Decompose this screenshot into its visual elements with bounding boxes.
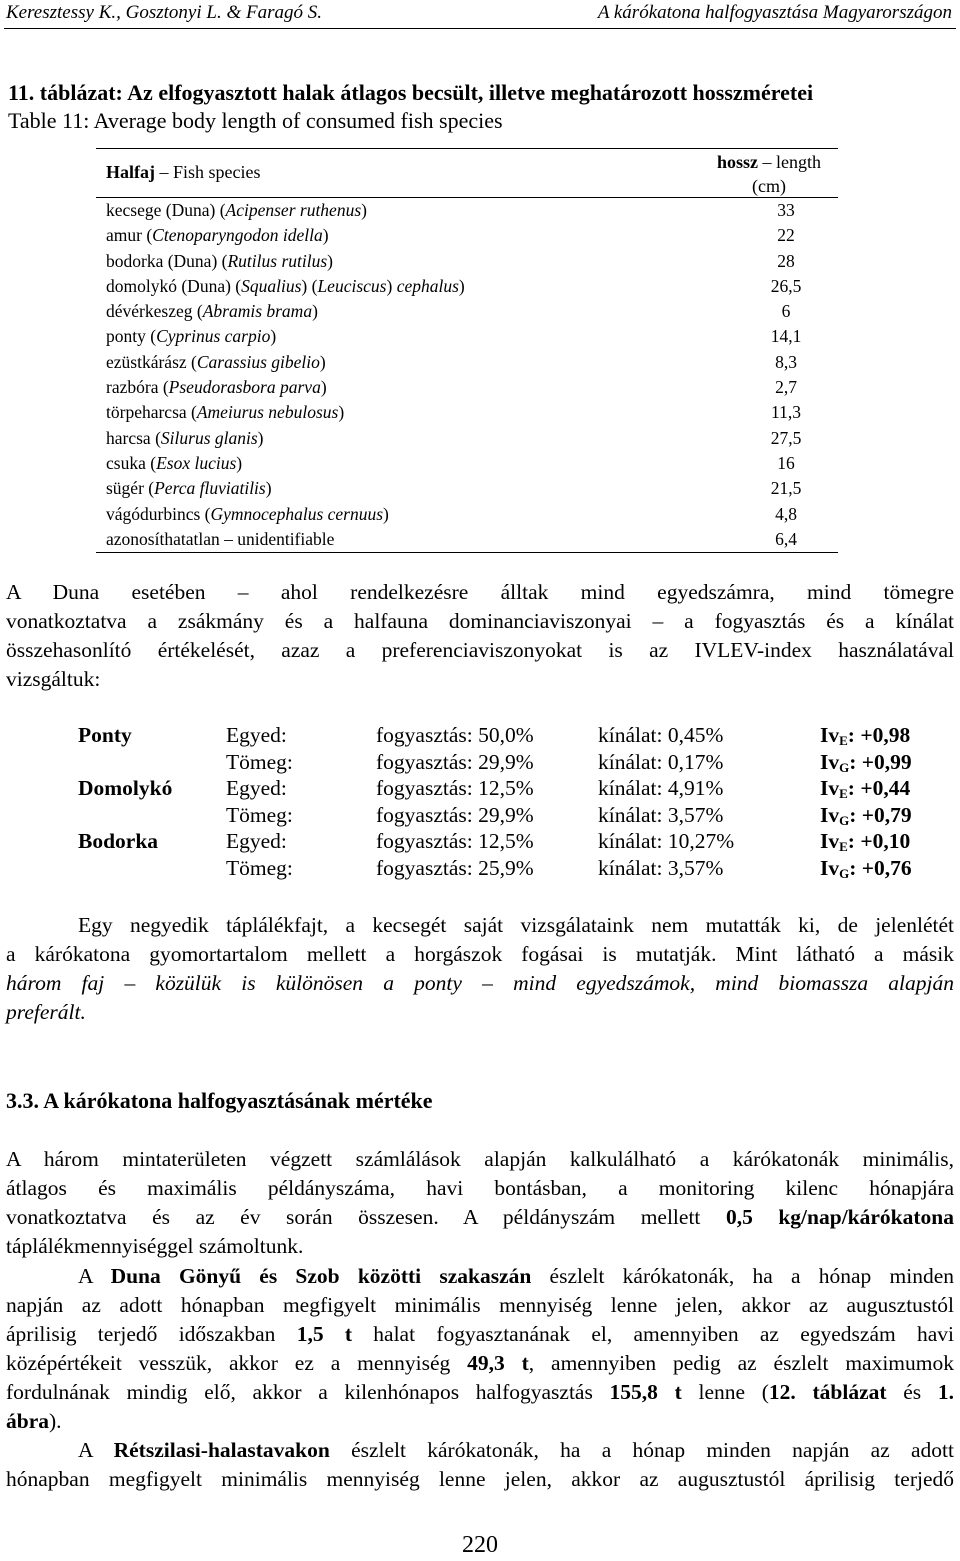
page-number: 220 [462, 1532, 498, 1558]
text-line: preferált. [6, 1000, 86, 1024]
ivlev-index [820, 803, 912, 829]
pref-consumption: fogyasztás: 50,0% [376, 723, 534, 747]
ivlev-value: : +0,44 [847, 776, 911, 800]
header-length: hossz – length (cm) [716, 152, 821, 196]
table-row [96, 198, 838, 223]
text-line: a kárókatona gyomortartalom mellett a horgászok fogásai is mutatják. Mint látható a másik [6, 942, 954, 966]
latin-name: Perca fluviatilis [154, 478, 266, 499]
table-row [96, 249, 838, 274]
common-name: törpeharcsa ( [106, 402, 197, 423]
paragraph-danube-estimate [6, 1262, 954, 1436]
paragraph-ivlev-intro [6, 578, 954, 694]
table-row [96, 527, 838, 552]
common-name: ) [327, 250, 333, 271]
ivlev-index [820, 776, 910, 802]
pref-basis: Egyed: [226, 723, 287, 747]
table-body [96, 198, 838, 552]
pref-supply: kínálat: 3,57% [598, 802, 724, 827]
paragraph-fourth-species [6, 911, 954, 1027]
text-line: vonatkoztatva és az év során összesen. A példányszám mellett 0,5 kg/nap/kárókatona [6, 1205, 954, 1229]
common-name: azonosíthatatlan – unidentifiable [106, 528, 335, 549]
text-line: hónapban megfigyelt minimális mennyiség lenne jelen, akkor az augusztustól áprilisig terjedő [6, 1467, 954, 1491]
pref-consumption: fogyasztás: 12,5% [376, 829, 534, 853]
table-row [96, 426, 838, 451]
pref-species: Bodorka [78, 829, 159, 853]
text-line: táplálékmennyiséggel számoltunk. [6, 1234, 304, 1258]
ivlev-subscript: G [839, 759, 850, 775]
ivlev-value: : +0,76 [849, 855, 912, 880]
common-name: ezüstkárász ( [106, 351, 197, 372]
common-name: ) [312, 301, 318, 322]
species-name [106, 276, 465, 297]
species-name [106, 428, 264, 449]
length-value: 26,5 [770, 275, 802, 296]
common-name: ) [338, 402, 345, 423]
common-name: harcsa ( [106, 427, 161, 448]
pref-supply: kínálat: 0,17% [598, 749, 724, 774]
ivlev-value: : +0,99 [849, 749, 912, 774]
pref-supply: kínálat: 4,91% [598, 776, 724, 800]
latin-name: Pseudorasbora parva [168, 377, 321, 398]
ivlev-label: Iv [820, 802, 840, 827]
header-running-title: A kárókatona halfogyasztása Magyarországon [597, 2, 952, 23]
length-value: 2,7 [775, 377, 797, 398]
pref-species: Domolykó [78, 776, 173, 800]
common-name: ) [361, 200, 367, 220]
pref-basis: Tömeg: [226, 749, 293, 774]
ivlev-value: : +0,98 [847, 723, 911, 747]
text-line: vizsgáltuk: [6, 667, 101, 691]
common-name: bodorka (Duna) ( [106, 250, 228, 271]
species-name [106, 251, 333, 272]
species-name [106, 225, 329, 246]
latin-name: Silurus glanis [160, 427, 258, 448]
common-name: amur ( [106, 225, 153, 246]
text-line: három faj – közülük is különösen a ponty – mind egyedszámok, mind biomassza alapján [6, 971, 954, 995]
species-name [106, 402, 344, 423]
table-row [96, 299, 838, 324]
table-row [96, 476, 838, 501]
length-value: 16 [777, 452, 795, 473]
common-name: domolykó (Duna) ( [106, 275, 242, 296]
latin-name: Esox lucius [156, 452, 237, 473]
ivlev-value: : +0,10 [847, 829, 911, 853]
ivlev-index [820, 750, 912, 776]
length-value: 33 [777, 200, 795, 220]
latin-name: Acipenser ruthenus [225, 200, 362, 220]
header-species: Halfaj – Fish species [106, 162, 261, 182]
pref-basis: Tömeg: [226, 802, 293, 827]
common-name: ) [257, 427, 264, 448]
species-name [106, 301, 318, 322]
ivlev-label: Iv [820, 749, 840, 774]
table-row [96, 375, 838, 400]
table-row [96, 324, 838, 349]
length-value: 6 [781, 301, 791, 322]
text-line: átlagos és maximális példányszáma, havi bontásban, a monitoring kilenc hónapjára [6, 1176, 954, 1200]
pref-consumption: fogyasztás: 29,9% [376, 802, 534, 827]
common-name: ) [236, 452, 243, 473]
common-name: ) [320, 377, 327, 398]
length-value: 8,3 [775, 351, 797, 372]
table-title-hu: 11. táblázat: Az elfogyasztott halak átlagos becsült, illetve meghatározott hosszméretei [8, 80, 814, 105]
table-row [96, 350, 838, 375]
pref-consumption: fogyasztás: 25,9% [376, 855, 534, 880]
header-authors: Keresztessy K., Gosztonyi L. & Faragó S. [6, 2, 322, 23]
text-line: napján az adott hónapban megfigyelt minimális mennyiség lenne jelen, akkor az augusztustól [6, 1293, 954, 1317]
text-line: áprilisig terjedő időszakban 1,5 t halat fogyasztanának el, amennyiben az egyedszám havi [6, 1322, 954, 1346]
table-row [96, 274, 838, 299]
text-line: Egy negyedik táplálékfajt, a kecsegét saját vizsgálataink nem mutatták ki, de jelenlétét [78, 913, 954, 937]
paragraph-methods [6, 1145, 954, 1261]
section-heading: 3.3. A kárókatona halfogyasztásának mértéke [6, 1088, 433, 1113]
common-name: ) [265, 478, 272, 499]
common-name: sügér ( [106, 478, 155, 499]
length-value: 4,8 [775, 503, 797, 524]
length-value: 28 [777, 250, 795, 271]
length-value: 11,3 [771, 402, 801, 423]
common-name: ) [322, 225, 329, 246]
table-row [96, 451, 838, 476]
pref-supply: kínálat: 0,45% [598, 723, 724, 747]
table-row [96, 502, 838, 527]
pref-consumption: fogyasztás: 29,9% [376, 749, 534, 774]
ivlev-index [820, 723, 910, 749]
common-name: ) [458, 275, 465, 296]
text-line: A Duna esetében – ahol rendelkezésre álltak mind egyedszámra, mind tömegre [6, 580, 954, 604]
latin-name: Ctenoparyngodon idella [152, 225, 323, 246]
species-name [106, 504, 389, 525]
pref-basis: Egyed: [226, 776, 287, 800]
ivlev-value: : +0,79 [849, 802, 912, 827]
length-value: 14,1 [770, 326, 802, 347]
pref-supply: kínálat: 10,27% [598, 829, 735, 853]
ivlev-subscript: G [839, 865, 850, 881]
species-name [106, 478, 272, 499]
latin-name: Rutilus rutilus [227, 250, 328, 271]
latin-name: Cyprinus carpio [156, 326, 271, 347]
pref-basis: Tömeg: [226, 855, 293, 880]
text-line: A Rétszilasi-halastavakon észlelt kárókatonák, ha a hónap minden napján az adott [78, 1438, 954, 1462]
ivlev-label: Iv [820, 855, 840, 880]
species-name [106, 377, 327, 398]
text-line: fordulnának mindig elő, akkor a kilenhónapos halfogyasztás 155,8 t lenne (12. táblázat és 1. [6, 1380, 954, 1404]
table-title-en: Table 11: Average body length of consumed fish species [8, 108, 503, 133]
common-name: vágódurbincs ( [106, 503, 211, 524]
length-value: 27,5 [770, 427, 802, 448]
common-name: ponty ( [106, 326, 157, 347]
text-line: vonatkoztatva a zsákmány és a halfauna dominanciaviszonyai – a fogyasztás és a kínálat [6, 609, 954, 633]
text-line: A három mintaterületen végzett számlálások alapján kalkulálható a kárókatonák minimális, [6, 1147, 954, 1171]
ivlev-index [820, 856, 912, 882]
ivlev-label: Iv [820, 829, 840, 853]
common-name: ) [386, 275, 397, 296]
species-name [106, 326, 276, 347]
ivlev-subscript: E [839, 839, 848, 854]
common-name: ) [319, 351, 326, 372]
table-row [96, 223, 838, 248]
common-name: razbóra ( [106, 377, 169, 398]
species-name [106, 352, 326, 373]
ivlev-index [820, 829, 910, 855]
latin-name: Squalius [241, 275, 302, 296]
table-header [96, 149, 838, 198]
ivlev-subscript: E [839, 733, 848, 748]
ivlev-label: Iv [820, 723, 840, 747]
latin-name: Carassius gibelio [196, 351, 320, 372]
table-bottom-rule [96, 552, 838, 553]
latin-name: Leuciscus [317, 275, 387, 296]
fish-length-table [96, 148, 838, 553]
text-line: összehasonlító értékelését, azaz a preferenciaviszonyokat is az IVLEV-index használatával [6, 638, 954, 662]
ivlev-subscript: E [839, 786, 848, 801]
species-name [106, 529, 334, 550]
pref-consumption: fogyasztás: 12,5% [376, 776, 534, 800]
text-line: ábra). [6, 1409, 62, 1433]
latin-name: Gymnocephalus cernuus [210, 503, 384, 524]
length-value: 6,4 [775, 528, 797, 549]
length-value: 22 [777, 225, 795, 246]
text-line: középértékeit vesszük, akkor ez a mennyiség 49,3 t, amennyiben pedig az észlelt maximumok [6, 1351, 955, 1375]
common-name: ) [270, 326, 277, 347]
pref-species: Ponty [78, 723, 132, 747]
latin-name: cephalus [396, 275, 459, 296]
text-line: A Duna Gönyű és Szob közötti szakaszán észlelt kárókatonák, ha a hónap minden [78, 1264, 954, 1288]
table-row [96, 400, 838, 425]
common-name: kecsege (Duna) ( [106, 200, 226, 220]
common-name: csuka ( [106, 452, 157, 473]
pref-supply: kínálat: 3,57% [598, 855, 724, 880]
ivlev-subscript: G [839, 812, 850, 828]
ivlev-label: Iv [820, 776, 840, 800]
latin-name: Ameiurus nebulosus [196, 402, 339, 423]
species-name [106, 200, 367, 221]
common-name: dévérkeszeg ( [106, 301, 203, 322]
length-value: 21,5 [770, 478, 802, 499]
common-name: ) ( [301, 275, 318, 296]
common-name: ) [383, 503, 389, 524]
latin-name: Abramis brama [202, 301, 313, 322]
paragraph-retszilas-estimate [6, 1436, 954, 1494]
species-name [106, 453, 242, 474]
header-rule [4, 28, 956, 29]
pref-basis: Egyed: [226, 829, 287, 853]
